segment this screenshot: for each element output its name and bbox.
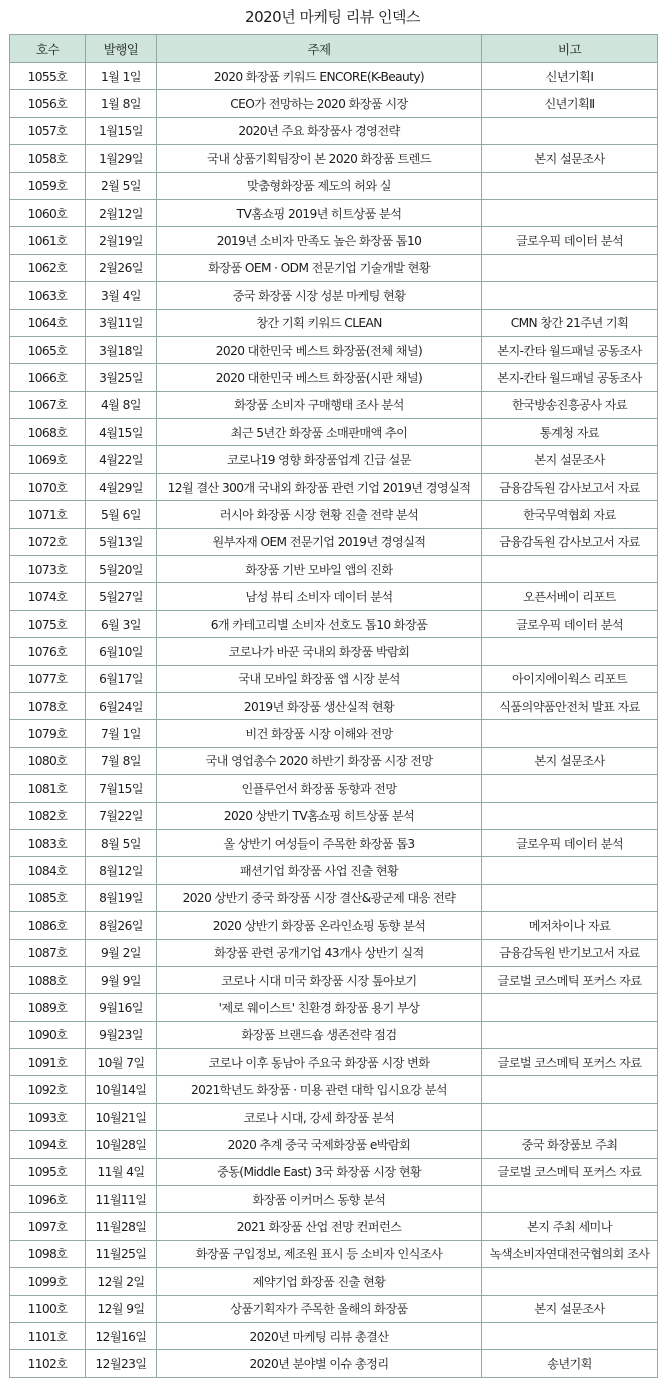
note-cell: 한국무역협회 자료 [482,501,658,528]
topic-cell: 패션기업 화장품 사업 진출 현황 [157,857,482,884]
topic-cell: 인플루언서 화장품 동향과 전망 [157,775,482,802]
issue-number-cell: 1092호 [10,1076,86,1103]
issue-number-cell: 1076호 [10,638,86,665]
table-row [10,775,658,802]
note-cell: 녹색소비자연대전국협의회 조사 [482,1240,658,1267]
table-row [10,692,658,719]
issue-number-cell: 1060호 [10,199,86,226]
publish-date-cell: 7월 8일 [86,747,157,774]
note-cell [482,172,658,199]
publish-date-cell: 9월 9일 [86,966,157,993]
publish-date-cell: 12월 2일 [86,1268,157,1295]
note-cell [482,1021,658,1048]
table-row [10,829,658,856]
table-row [10,638,658,665]
note-cell [482,775,658,802]
table-row [10,1186,658,1213]
table-row [10,1213,658,1240]
issue-number-cell: 1070호 [10,473,86,500]
note-cell: 글로우픽 데이터 분석 [482,227,658,254]
topic-cell: 상품기획자가 주목한 올해의 화장품 [157,1295,482,1322]
note-cell: 본지 설문조사 [482,145,658,172]
issue-number-cell: 1093호 [10,1103,86,1130]
publish-date-cell: 10월28일 [86,1131,157,1158]
topic-cell: 남성 뷰티 소비자 데이터 분석 [157,583,482,610]
issue-number-cell: 1080호 [10,747,86,774]
issue-number-cell: 1077호 [10,665,86,692]
topic-cell: 중동(Middle East) 3국 화장품 시장 현황 [157,1158,482,1185]
publish-date-cell: 5월20일 [86,556,157,583]
topic-cell: 화장품 구입정보, 제조원 표시 등 소비자 인식조사 [157,1240,482,1267]
note-cell: 오픈서베이 리포트 [482,583,658,610]
topic-cell: 2020년 분야별 이슈 총정리 [157,1350,482,1377]
topic-cell: 비건 화장품 시장 이해와 전망 [157,720,482,747]
publish-date-cell: 4월 8일 [86,391,157,418]
note-cell [482,1103,658,1130]
note-cell [482,556,658,583]
issue-number-cell: 1078호 [10,692,86,719]
header-note: 비고 [482,35,658,63]
topic-cell: 2020 대한민국 베스트 화장품(전체 채널) [157,336,482,363]
issue-number-cell: 1067호 [10,391,86,418]
issue-number-cell: 1091호 [10,1049,86,1076]
header-issue-number: 호수 [10,35,86,63]
table-row [10,446,658,473]
topic-cell: 최근 5년간 화장품 소매판매액 추이 [157,419,482,446]
topic-cell: 코로나 시대 미국 화장품 시장 톺아보기 [157,966,482,993]
topic-cell: 화장품 이커머스 동향 분석 [157,1186,482,1213]
table-row [10,1295,658,1322]
publish-date-cell: 2월19일 [86,227,157,254]
header-row [10,35,658,63]
issue-number-cell: 1071호 [10,501,86,528]
note-cell: CMN 창간 21주년 기획 [482,309,658,336]
issue-number-cell: 1094호 [10,1131,86,1158]
issue-number-cell: 1090호 [10,1021,86,1048]
note-cell [482,117,658,144]
note-cell: 신년기획Ⅰ [482,63,658,90]
table-row [10,1322,658,1349]
note-cell: 본지 설문조사 [482,446,658,473]
topic-cell: 2020 대한민국 베스트 화장품(시판 채널) [157,364,482,391]
publish-date-cell: 10월21일 [86,1103,157,1130]
topic-cell: 2019년 소비자 만족도 높은 화장품 톱10 [157,227,482,254]
table-row [10,1350,658,1377]
table-row [10,665,658,692]
note-cell: 한국방송진흥공사 자료 [482,391,658,418]
table-row [10,857,658,884]
publish-date-cell: 4월22일 [86,446,157,473]
topic-cell: 러시아 화장품 시장 현황 진출 전략 분석 [157,501,482,528]
publish-date-cell: 5월13일 [86,528,157,555]
topic-cell: 12월 결산 300개 국내외 화장품 관련 기업 2019년 경영실적 [157,473,482,500]
topic-cell: 올 상반기 여성들이 주목한 화장품 톱3 [157,829,482,856]
table-row [10,501,658,528]
table-row [10,282,658,309]
issue-number-cell: 1098호 [10,1240,86,1267]
issue-number-cell: 1057호 [10,117,86,144]
note-cell: 통계청 자료 [482,419,658,446]
table-row [10,1131,658,1158]
topic-cell: 6개 카테고리별 소비자 선호도 톱10 화장품 [157,610,482,637]
note-cell: 아이지에이웍스 리포트 [482,665,658,692]
topic-cell: 2021 화장품 산업 전망 컨퍼런스 [157,1213,482,1240]
page-title: 2020년 마케팅 리뷰 인덱스 [245,8,420,26]
note-cell: 본지-칸타 월드패널 공동조사 [482,336,658,363]
note-cell [482,1268,658,1295]
note-cell: 글로벌 코스메틱 포커스 자료 [482,966,658,993]
note-cell [482,1186,658,1213]
table-row [10,528,658,555]
note-cell: 중국 화장품보 주최 [482,1131,658,1158]
note-cell: 글로우픽 데이터 분석 [482,829,658,856]
table-row [10,1268,658,1295]
issue-number-cell: 1096호 [10,1186,86,1213]
publish-date-cell: 7월 1일 [86,720,157,747]
issue-number-cell: 1069호 [10,446,86,473]
table-row [10,1021,658,1048]
issue-number-cell: 1086호 [10,912,86,939]
topic-cell: 원부자재 OEM 전문기업 2019년 경영실적 [157,528,482,555]
publish-date-cell: 10월 7일 [86,1049,157,1076]
issue-number-cell: 1072호 [10,528,86,555]
publish-date-cell: 11월25일 [86,1240,157,1267]
table-body [10,63,658,1378]
table-row [10,912,658,939]
publish-date-cell: 5월 6일 [86,501,157,528]
note-cell: 식품의약품안전처 발표 자료 [482,692,658,719]
publish-date-cell: 7월22일 [86,802,157,829]
table-row [10,583,658,610]
publish-date-cell: 8월 5일 [86,829,157,856]
table-row [10,254,658,281]
publish-date-cell: 5월27일 [86,583,157,610]
issue-number-cell: 1055호 [10,63,86,90]
header-topic: 주제 [157,35,482,63]
table-row [10,419,658,446]
topic-cell: 화장품 브랜드숍 생존전략 점검 [157,1021,482,1048]
note-cell: 금융감독원 감사보고서 자료 [482,473,658,500]
topic-cell: 국내 영업총수 2020 하반기 화장품 시장 전망 [157,747,482,774]
topic-cell: 국내 상품기획팀장이 본 2020 화장품 트렌드 [157,145,482,172]
table-row [10,994,658,1021]
topic-cell: 화장품 관련 공개기업 43개사 상반기 실적 [157,939,482,966]
table-row [10,1103,658,1130]
issue-number-cell: 1097호 [10,1213,86,1240]
issue-number-cell: 1102호 [10,1350,86,1377]
note-cell [482,1076,658,1103]
topic-cell: 2020년 마케팅 리뷰 총결산 [157,1322,482,1349]
publish-date-cell: 6월24일 [86,692,157,719]
issue-number-cell: 1066호 [10,364,86,391]
issue-number-cell: 1068호 [10,419,86,446]
note-cell: 본지 설문조사 [482,747,658,774]
note-cell [482,994,658,1021]
issue-number-cell: 1058호 [10,145,86,172]
note-cell: 신년기획Ⅱ [482,90,658,117]
publish-date-cell: 12월 9일 [86,1295,157,1322]
topic-cell: 코로나 이후 동남아 주요국 화장품 시장 변화 [157,1049,482,1076]
issue-number-cell: 1101호 [10,1322,86,1349]
note-cell [482,199,658,226]
publish-date-cell: 6월10일 [86,638,157,665]
issue-number-cell: 1075호 [10,610,86,637]
issue-number-cell: 1085호 [10,884,86,911]
publish-date-cell: 6월 3일 [86,610,157,637]
topic-cell: 국내 모바일 화장품 앱 시장 분석 [157,665,482,692]
issue-number-cell: 1082호 [10,802,86,829]
topic-cell: 코로나가 바꾼 국내외 화장품 박람회 [157,638,482,665]
table-row [10,309,658,336]
issue-number-cell: 1074호 [10,583,86,610]
issue-number-cell: 1087호 [10,939,86,966]
topic-cell: TV홈쇼핑 2019년 히트상품 분석 [157,199,482,226]
table-row [10,336,658,363]
note-cell: 글로벌 코스메틱 포커스 자료 [482,1049,658,1076]
issue-number-cell: 1056호 [10,90,86,117]
note-cell: 본지 주최 세미나 [482,1213,658,1240]
publish-date-cell: 3월18일 [86,336,157,363]
issue-number-cell: 1059호 [10,172,86,199]
issue-number-cell: 1083호 [10,829,86,856]
publish-date-cell: 1월 8일 [86,90,157,117]
issue-number-cell: 1063호 [10,282,86,309]
publish-date-cell: 2월 5일 [86,172,157,199]
table-row [10,199,658,226]
publish-date-cell: 4월29일 [86,473,157,500]
table-row [10,145,658,172]
topic-cell: 중국 화장품 시장 성분 마케팅 현황 [157,282,482,309]
publish-date-cell: 6월17일 [86,665,157,692]
publish-date-cell: 10월14일 [86,1076,157,1103]
note-cell: 본지 설문조사 [482,1295,658,1322]
table-row [10,63,658,90]
publish-date-cell: 7월15일 [86,775,157,802]
marketing-review-index-table [9,34,658,1378]
table-row [10,610,658,637]
topic-cell: 2020 상반기 화장품 온라인쇼핑 동향 분석 [157,912,482,939]
note-cell [482,254,658,281]
topic-cell: CEO가 전망하는 2020 화장품 시장 [157,90,482,117]
topic-cell: 2020 추계 중국 국제화장품 e박람회 [157,1131,482,1158]
publish-date-cell: 8월26일 [86,912,157,939]
publish-date-cell: 8월12일 [86,857,157,884]
topic-cell: 코로나 시대, 강세 화장품 분석 [157,1103,482,1130]
publish-date-cell: 1월 1일 [86,63,157,90]
note-cell: 글로벌 코스메틱 포커스 자료 [482,1158,658,1185]
publish-date-cell: 9월 2일 [86,939,157,966]
issue-number-cell: 1084호 [10,857,86,884]
note-cell: 메저차이나 자료 [482,912,658,939]
topic-cell: 창간 기획 키워드 CLEAN [157,309,482,336]
publish-date-cell: 3월 4일 [86,282,157,309]
publish-date-cell: 3월25일 [86,364,157,391]
publish-date-cell: 9월16일 [86,994,157,1021]
issue-number-cell: 1073호 [10,556,86,583]
issue-number-cell: 1062호 [10,254,86,281]
note-cell: 금융감독원 감사보고서 자료 [482,528,658,555]
table-row [10,802,658,829]
table-row [10,473,658,500]
publish-date-cell: 1월29일 [86,145,157,172]
table-row [10,939,658,966]
issue-number-cell: 1088호 [10,966,86,993]
table-row [10,747,658,774]
table-row [10,720,658,747]
topic-cell: 2020 화장품 키워드 ENCORE(K-Beauty) [157,63,482,90]
topic-cell: 화장품 OEM · ODM 전문기업 기술개발 현황 [157,254,482,281]
topic-cell: 제약기업 화장품 진출 현황 [157,1268,482,1295]
table-row [10,966,658,993]
publish-date-cell: 3월11일 [86,309,157,336]
table-row [10,391,658,418]
header-publish-date: 발행일 [86,35,157,63]
table-row [10,884,658,911]
topic-cell: 2020 상반기 중국 화장품 시장 결산&광군제 대응 전략 [157,884,482,911]
topic-cell: 2020 상반기 TV홈쇼핑 히트상품 분석 [157,802,482,829]
note-cell [482,282,658,309]
publish-date-cell: 9월23일 [86,1021,157,1048]
topic-cell: 2020년 주요 화장품사 경영전략 [157,117,482,144]
table-row [10,1240,658,1267]
issue-number-cell: 1064호 [10,309,86,336]
issue-number-cell: 1095호 [10,1158,86,1185]
publish-date-cell: 2월12일 [86,199,157,226]
table-row [10,90,658,117]
note-cell [482,638,658,665]
issue-number-cell: 1099호 [10,1268,86,1295]
note-cell: 본지-칸타 월드패널 공동조사 [482,364,658,391]
publish-date-cell: 1월15일 [86,117,157,144]
note-cell: 금융감독원 반기보고서 자료 [482,939,658,966]
topic-cell: 2021학년도 화장품 · 미용 관련 대학 입시요강 분석 [157,1076,482,1103]
publish-date-cell: 11월 4일 [86,1158,157,1185]
issue-number-cell: 1061호 [10,227,86,254]
table-row [10,117,658,144]
table-row [10,1158,658,1185]
publish-date-cell: 12월23일 [86,1350,157,1377]
issue-number-cell: 1079호 [10,720,86,747]
table-row [10,556,658,583]
publish-date-cell: 4월15일 [86,419,157,446]
note-cell [482,884,658,911]
note-cell [482,1322,658,1349]
table-row [10,227,658,254]
table-row [10,172,658,199]
note-cell [482,720,658,747]
publish-date-cell: 11월11일 [86,1186,157,1213]
publish-date-cell: 12월16일 [86,1322,157,1349]
topic-cell: '제로 웨이스트' 친환경 화장품 용기 부상 [157,994,482,1021]
note-cell [482,802,658,829]
table-row [10,1049,658,1076]
topic-cell: 화장품 소비자 구매행태 조사 분석 [157,391,482,418]
note-cell: 송년기획 [482,1350,658,1377]
issue-number-cell: 1100호 [10,1295,86,1322]
topic-cell: 맞춤형화장품 제도의 허와 실 [157,172,482,199]
table-row [10,364,658,391]
publish-date-cell: 2월26일 [86,254,157,281]
issue-number-cell: 1081호 [10,775,86,802]
topic-cell: 2019년 화장품 생산실적 현황 [157,692,482,719]
topic-cell: 화장품 기반 모바일 앱의 진화 [157,556,482,583]
publish-date-cell: 11월28일 [86,1213,157,1240]
table-row [10,1076,658,1103]
issue-number-cell: 1065호 [10,336,86,363]
note-cell: 글로우픽 데이터 분석 [482,610,658,637]
publish-date-cell: 8월19일 [86,884,157,911]
issue-number-cell: 1089호 [10,994,86,1021]
note-cell [482,857,658,884]
topic-cell: 코로나19 영향 화장품업계 긴급 설문 [157,446,482,473]
